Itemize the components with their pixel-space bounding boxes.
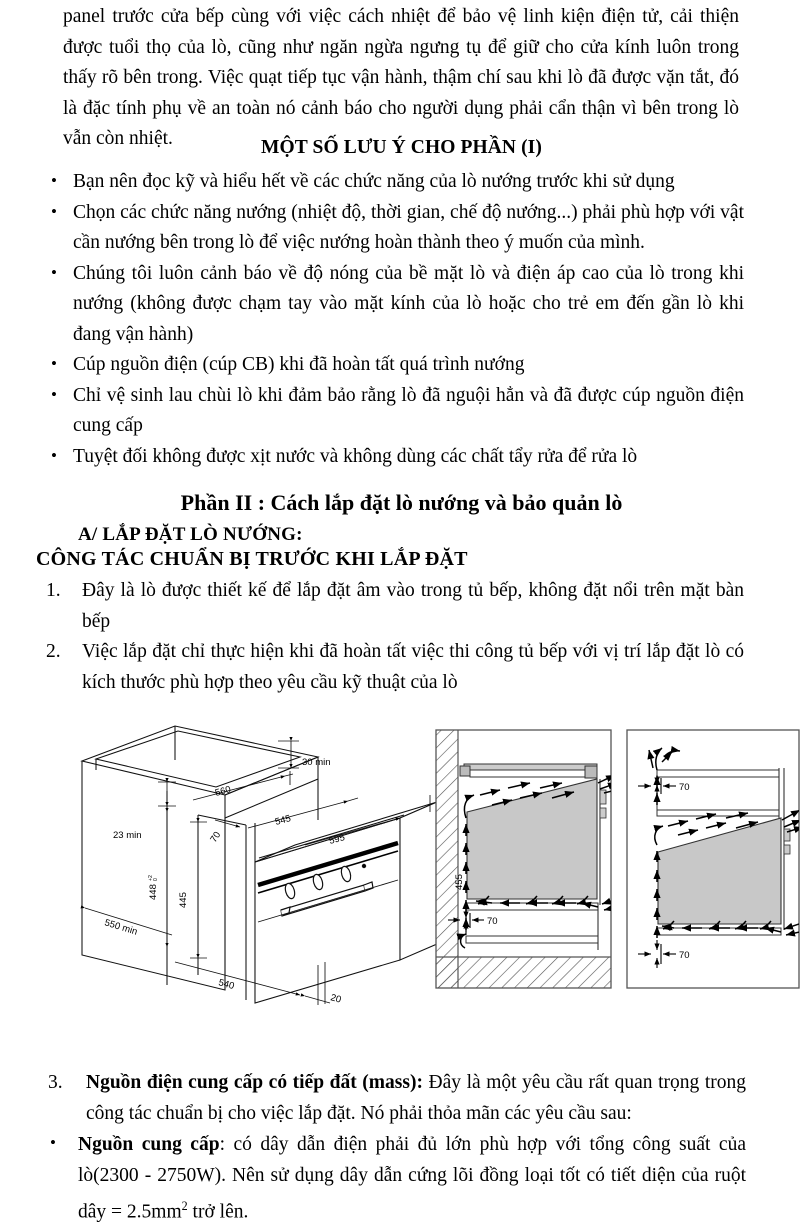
list-item: • Tuyệt đối không được xịt nước và không dùng các chất tẩy rửa để rửa lò bbox=[47, 442, 744, 473]
svg-text:+2: +2 bbox=[148, 875, 154, 881]
part-title: Phần II : Cách lắp đặt lò nướng và bảo quản lò bbox=[180, 490, 623, 515]
svg-text:0: 0 bbox=[153, 878, 159, 881]
dim-595: 595 bbox=[327, 832, 347, 847]
list-item-number: 2. bbox=[46, 641, 61, 662]
panel-oven-cabinet bbox=[82, 726, 457, 1005]
notes-list bbox=[47, 167, 744, 472]
dim-448: 448 bbox=[148, 884, 159, 900]
section-a-heading: A/ LẮP ĐẶT LÒ NƯỚNG: bbox=[78, 524, 303, 545]
dim-545: 545 bbox=[273, 813, 293, 828]
list-item: • Chọn các chức năng nướng (nhiệt độ, thời gian, chế độ nướng...) phải phù hợp với vật cần nướng bên trong lò để việc nướng hoàn thành theo ý muốn của mình. bbox=[47, 198, 744, 259]
dim-560: 560 bbox=[213, 784, 233, 799]
intro-paragraph: panel trước cửa bếp cùng với việc cách nhiệt để bảo vệ linh kiện điện tử, cải thiện được tuổi thọ của lò, cũng như ngăn ngừa ngưng tụ để giữ cho cửa kính luôn trong thấy rõ bên trong. Việc quạt tiếp tục vận hành, thậm chí sau khi lò đã được vặn tắt, đó là đặc tính phụ về an toàn nó cảnh báo cho người dụng phải cẩn thận vì bên trong lò vẫn còn nhiệt. bbox=[63, 6, 739, 149]
dim-70-p2: 70 bbox=[487, 916, 498, 927]
list-item bbox=[40, 576, 744, 637]
list-item: • Chúng tôi luôn cảnh báo về độ nóng của bề mặt lò và điện áp cao của lò trong khi nướng (không được chạm tay vào mặt kính của lò hoặc cho trẻ em đến gần lò khi đang vận hành) bbox=[47, 259, 744, 351]
item3-text: Đây là một yêu cầu rất quan trọng trong công tác chuẩn bị cho việc lắp đặt. Nó phải thỏa mãn các yêu cầu sau: bbox=[86, 1072, 747, 1124]
list-item bbox=[46, 1130, 746, 1228]
list-item bbox=[40, 637, 744, 698]
dim-30min: 30 min bbox=[302, 757, 331, 768]
panel-airflow-column bbox=[627, 730, 803, 988]
dim-70-p3-bottom: 70 bbox=[679, 950, 690, 961]
dim-550min: 550 min bbox=[103, 917, 139, 938]
dim-23min: 23 min bbox=[113, 830, 142, 841]
power-supply-text: : có dây dẫn điện phải đủ lớn phù hợp với tổng công suất của lò(2300 - 2750W). Nên sử dụng dây dẫn cứng lõi đồng loại tốt có tiết diện của ruột dây = 2.5mm bbox=[78, 1134, 746, 1223]
list-item-number: 3. bbox=[48, 1072, 63, 1093]
power-supply-lead: Nguồn cung cấp bbox=[78, 1134, 220, 1155]
notes-heading: MỘT SỐ LƯU Ý CHO PHẦN (I) bbox=[261, 137, 542, 158]
dim-70-p1: 70 bbox=[208, 829, 224, 845]
dim-445: 445 bbox=[178, 892, 189, 908]
list-item: • Bạn nên đọc kỹ và hiểu hết về các chức năng của lò nướng trước khi sử dụng bbox=[47, 167, 744, 198]
power-requirements-block bbox=[46, 1068, 746, 1228]
list-item-text: Việc lắp đặt chỉ thực hiện khi đã hoàn tất việc thi công tủ bếp với vị trí lắp đặt lò có kích thước phù hợp theo yêu cầu kỹ thuật của lò bbox=[82, 641, 744, 693]
section-b-heading: CÔNG TÁC CHUẨN BỊ TRƯỚC KHI LẮP ĐẶT bbox=[36, 548, 468, 570]
dim-20: 20 bbox=[329, 992, 343, 1006]
panel-airflow-under-hob bbox=[436, 730, 622, 988]
prep-steps-list bbox=[40, 576, 744, 698]
list-item-text: Đây là lò được thiết kế để lắp đặt âm vào trong tủ bếp, không đặt nổi trên mặt bàn bếp bbox=[82, 580, 744, 632]
list-item bbox=[46, 1068, 746, 1129]
dim-455: 455 bbox=[454, 874, 465, 890]
list-item: • Cúp nguồn điện (cúp CB) khi đã hoàn tất quá trình nướng bbox=[47, 350, 744, 381]
power-supply-text-tail: trở lên. bbox=[187, 1201, 249, 1223]
superscript-two: 2 bbox=[181, 1199, 188, 1213]
dim-540: 540 bbox=[217, 977, 236, 993]
list-item-number: 1. bbox=[46, 580, 61, 601]
dim-70-p3-top: 70 bbox=[679, 782, 690, 793]
item3-lead: Nguồn điện cung cấp có tiếp đất (mass): bbox=[86, 1072, 423, 1093]
installation-figure bbox=[0, 706, 803, 1006]
list-item: • Chỉ vệ sinh lau chùi lò khi đảm bảo rằng lò đã nguội hẳn và đã được cúp nguồn điện cung cấp bbox=[47, 381, 744, 442]
